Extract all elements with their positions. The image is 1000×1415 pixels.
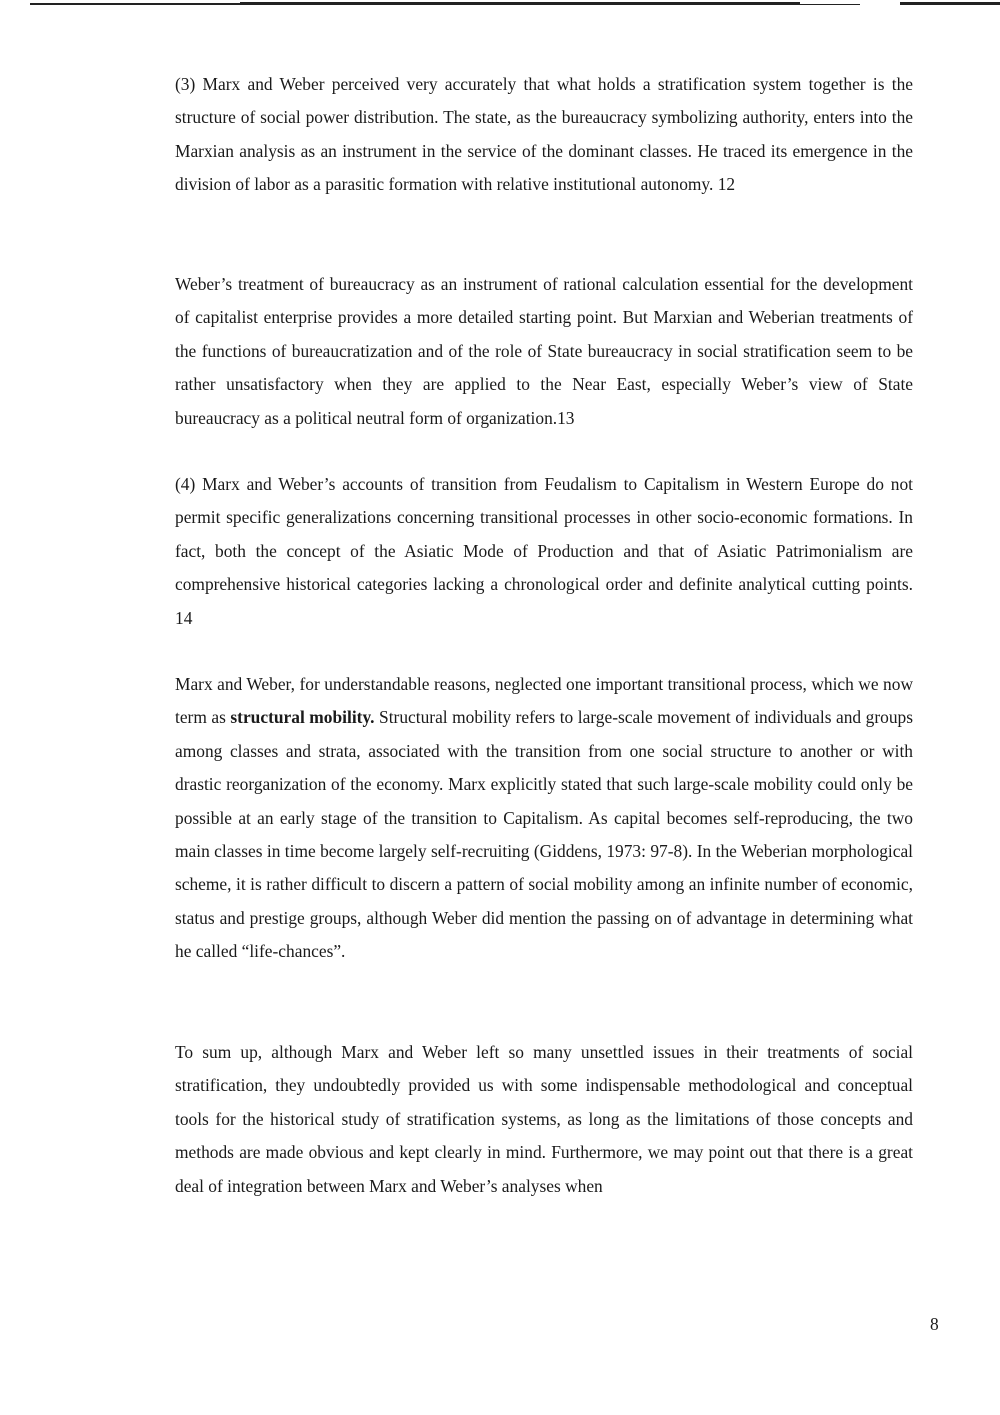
page-number: 8 (930, 1314, 939, 1334)
paragraph-text: (3) Marx and Weber perceived very accurately that what holds a stratification system together is the structure of social power distribution. The state, as the bureaucracy symbolizing authority, enters into the Marxian analysis as an instrument in the service of the dominant classes. He traced its emergence in the division of labor as a parasitic formation with relative institutional autonomy. 12 (175, 74, 913, 195)
paragraph-text: Marx and Weber, for understandable reasons, neglected one important transitional process, which we now term as (175, 674, 913, 728)
paragraph-weber-bureaucracy (175, 268, 913, 435)
bold-term-structural-mobility: structural mobility. (230, 707, 375, 728)
paragraph-sum-up (175, 1036, 913, 1203)
paragraph-text: Structural mobility refers to large-scale movement of individuals and groups among classes and strata, associated with the transition from one social structure to another or with drastic reorganization of the economy. Marx explicitly stated that such large-scale mobility could only be possible at an early stage of the transition to Capitalism. As capital becomes self-reproducing, the two main classes in time become largely self-recruiting (Giddens, 1973: 97-8). In the Weberian morphological scheme, it is rather difficult to discern a pattern of social mobility among an infinite number of economic, status and prestige groups, although Weber did mention the passing on of advantage in determining what he called “life-chances”. (175, 707, 913, 962)
paragraph-text: (4) Marx and Weber’s accounts of transition from Feudalism to Capitalism in Western Europe do not permit specific generalizations concerning transitional processes in other socio-economic formations. In fact, both the concept of the Asiatic Mode of Production and that of Asiatic Patrimonialism are comprehensive historical categories lacking a chronological order and definite analytical cutting points. 14 (175, 474, 913, 628)
paragraph-text: To sum up, although Marx and Weber left so many unsettled issues in their treatments of social stratification, they undoubtedly provided us with some indispensable methodological and conceptual tools for the historical study of stratification systems, as long as the limitations of those concepts and methods are made obvious and kept clearly in mind. Furthermore, we may point out that there is a great deal of integration between Marx and Weber’s analyses when (175, 1042, 913, 1196)
paragraph-text: Weber’s treatment of bureaucracy as an instrument of rational calculation essential for the development of capitalist enterprise provides a more detailed starting point. But Marxian and Weberian treatments of the functions of bureaucratization and of the role of State bureaucracy in social stratification seem to be rather unsatisfactory when they are applied to the Near East, especially Weber’s view of State bureaucracy as a political neutral form of organization.13 (175, 274, 913, 428)
paragraph-structural-mobility (175, 668, 913, 969)
paragraph-transition-feudalism (175, 468, 913, 635)
scan-top-edge (0, 0, 1000, 6)
paragraph-marx-weber-power (175, 68, 913, 202)
